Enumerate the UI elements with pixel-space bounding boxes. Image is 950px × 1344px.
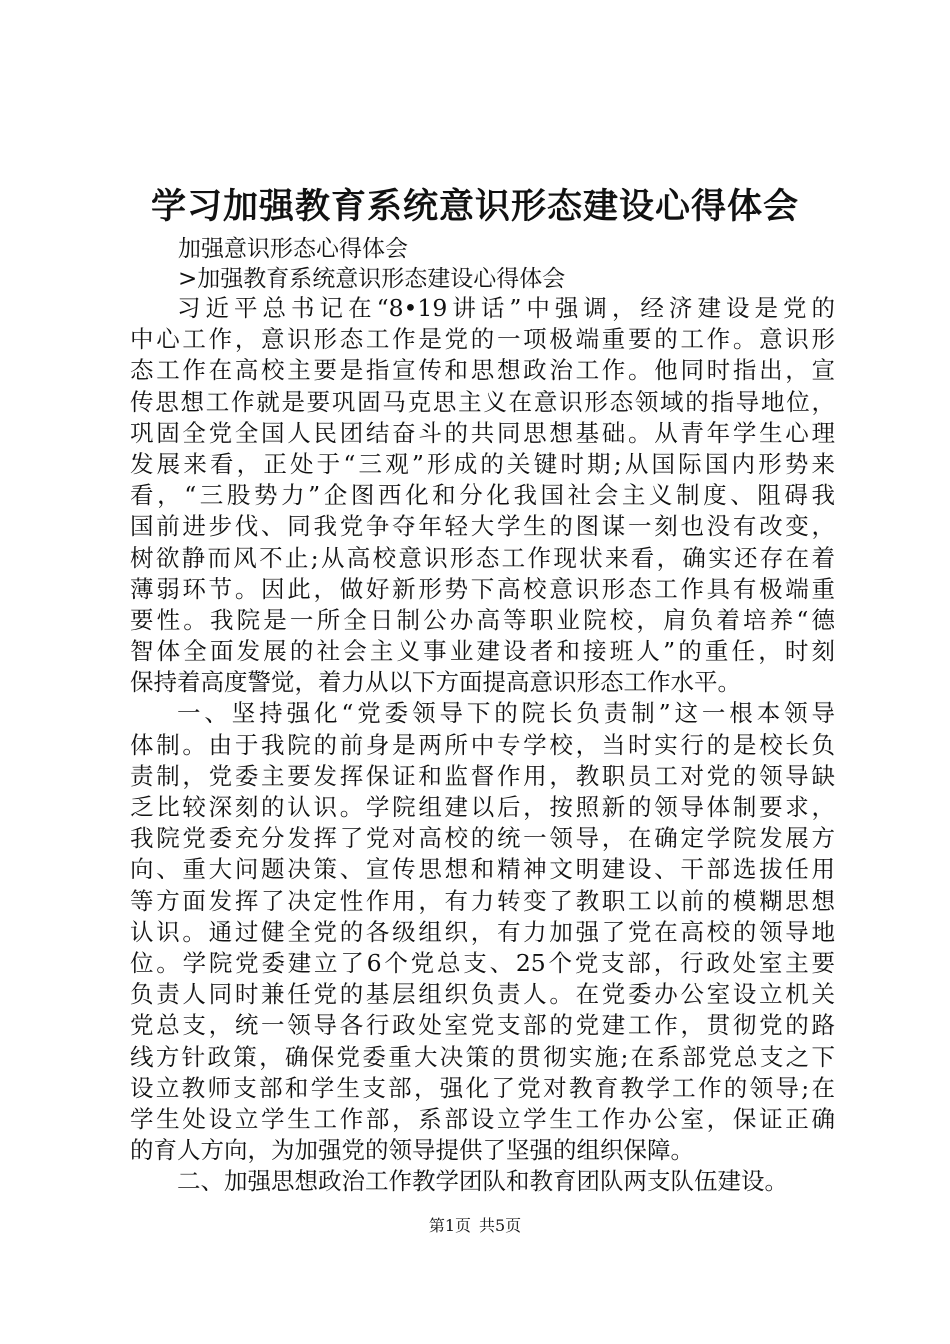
subtitle-line: >加强教育系统意识形态建设心得体会 (178, 266, 566, 292)
paragraph-line: 看，“三股势力”企图西化和分化我国社会主义制度、阻碍我 (130, 481, 835, 510)
paragraph-line: 保持着高度警觉，着力从以下方面提高意识形态工作水平。 (130, 668, 741, 697)
paragraph-line: 国前进步伐、同我党争夺年轻大学生的图谋一刻也没有改变， (130, 512, 835, 541)
paragraph-line: 习近平总书记在“8•19讲话”中强调，经济建设是党的 (177, 294, 835, 322)
paragraph-line: 树欲静而风不止;从高校意识形态工作现状来看，确实还存在着 (130, 543, 835, 572)
paragraph-line: 传思想工作就是要巩固马克思主义在意识形态领域的指导地位， (130, 387, 835, 416)
page-footer (0, 1214, 950, 1238)
paragraph-line: 向、重大问题决策、宣传思想和精神文明建设、干部选拔任用 (130, 855, 835, 884)
paragraph-line: 负责人同时兼任党的基层组织负责人。在党委办公室设立机关 (130, 980, 835, 1009)
page-number: 第1页 (428, 1216, 471, 1235)
paragraph-line: 智体全面发展的社会主义事业建设者和接班人”的重任，时刻 (130, 637, 835, 666)
paragraph-line: 要性。我院是一所全日制公办高等职业院校，肩负着培养“德 (130, 605, 835, 634)
paragraph-line: 党总支，统一领导各行政处室党支部的党建工作，贯彻党的路 (130, 1011, 835, 1040)
paragraph-line: 线方针政策，确保党委重大决策的贯彻实施;在系部党总支之下 (130, 1042, 835, 1071)
paragraph-line: 的育人方向，为加强党的领导提供了坚强的组织保障。 (130, 1136, 694, 1165)
paragraph-line: 设立教师支部和学生支部，强化了党对教育教学工作的领导;在 (130, 1073, 835, 1102)
paragraph-line: 体制。由于我院的前身是两所中专学校，当时实行的是校长负 (130, 730, 835, 759)
paragraph-line: 一、坚持强化“党委领导下的院长负责制”这一根本领导 (177, 699, 835, 728)
paragraph-line: 巩固全党全国人民团结奋斗的共同思想基础。从青年学生心理 (130, 418, 835, 447)
paragraph-line: 乏比较深刻的认识。学院组建以后，按照新的领导体制要求， (130, 793, 835, 821)
paragraph-line: 中心工作，意识形态工作是党的一项极端重要的工作。意识形 (130, 325, 835, 354)
page-total: 共5页 (479, 1216, 522, 1235)
document-title: 学习加强教育系统意识形态建设心得体会 (150, 186, 799, 227)
paragraph-line: 位。学院党委建立了6个党总支、25个党支部，行政处室主要 (130, 948, 835, 977)
paragraph-line: 我院党委充分发挥了党对高校的统一领导，在确定学院发展方 (130, 824, 835, 853)
paragraph-line: 认识。通过健全党的各级组织，有力加强了党在高校的领导地 (130, 917, 835, 946)
paragraph-line: 学生处设立学生工作部，系部设立学生工作办公室，保证正确 (130, 1104, 835, 1133)
paragraph-line: 薄弱环节。因此，做好新形势下高校意识形态工作具有极端重 (130, 574, 835, 603)
paragraph-line: 责制，党委主要发挥保证和监督作用，教职员工对党的领导缺 (130, 761, 835, 790)
subtitle-line: 加强意识形态心得体会 (178, 236, 408, 262)
paragraph-line: 二、加强思想政治工作教学团队和教育团队两支队伍建设。 (177, 1167, 788, 1196)
paragraph-line: 态工作在高校主要是指宣传和思想政治工作。他同时指出，宣 (130, 356, 835, 385)
paragraph-line: 发展来看，正处于“三观”形成的关键时期;从国际国内形势来 (130, 449, 835, 478)
document-body (130, 293, 835, 1197)
paragraph-line: 等方面发挥了决定性作用，有力转变了教职工以前的模糊思想 (130, 886, 835, 915)
